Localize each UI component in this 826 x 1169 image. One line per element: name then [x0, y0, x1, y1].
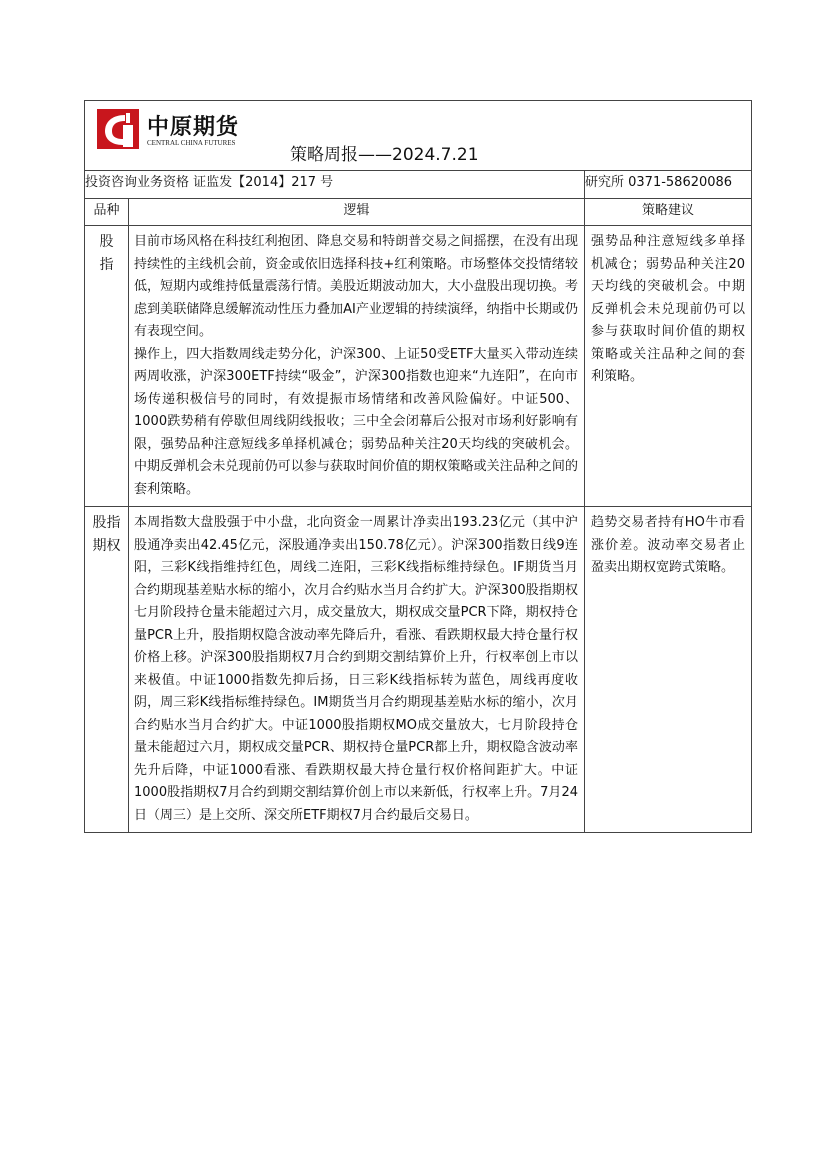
advice-text: 强势品种注意短线多单择机减仓；弱势品种关注20天均线的突破机会。中期反弹机会未兑现前仍可以参与获取时间价值的期权策略或关注品种之间的套利策略。 — [591, 234, 746, 384]
report-table — [84, 100, 752, 833]
logo-mark-icon — [97, 109, 139, 149]
advice-cell — [585, 507, 752, 833]
variety-name-line: 股 — [99, 234, 114, 250]
table-row — [85, 507, 752, 833]
logo-chinese-text: 中原期货 — [147, 114, 240, 140]
institute-contact: 研究所 0371-58620086 — [585, 171, 752, 199]
report-title: 策略周报——2024.7.21 — [290, 145, 479, 165]
variety-name-line: 股指 — [92, 515, 121, 531]
company-logo — [97, 109, 257, 151]
advice-cell — [585, 226, 752, 507]
variety-name-line: 指 — [99, 256, 114, 273]
report-header — [85, 101, 752, 171]
variety-name-line: 期权 — [92, 537, 121, 554]
logic-cell — [129, 507, 585, 833]
variety-cell — [85, 507, 129, 833]
strategy-report — [84, 100, 751, 833]
logic-paragraph: 操作上，四大指数周线走势分化，沪深300、上证50受ETF大量买入带动连续两周收涨，沪深300ETF持续“吸金”，沪深300指数也迎来“九连阳”，在向市场传递积极信号的同时，有效提振市场情绪和改善风险偏好。中证500、1000跌势稍有停歇但周线阴线报收；三中全会闭幕后公报对市场利好影响有限，强势品种注意短线多单择机减仓；弱势品种关注20天均线的突破机会。中期反弹机会未兑现前仍可以参与获取时间价值的期权策略或关注品种之间的套利策略。 — [134, 346, 578, 497]
qualification-text: 投资咨询业务资格 证监发【2014】217 号 — [85, 171, 585, 199]
logic-paragraph: 目前市场风格在科技红利抱团、降息交易和特朗普交易之间摇摆，在没有出现持续性的主线机会前，资金或依旧选择科技+红利策略。市场整体交投情绪较低，短期内或维持低量震荡行情。美股近期波动加大，大小盘股出现切换。考虑到美联储降息缓解流动性压力叠加AI产业逻辑的持续演绎，纳指中长期或仍有表现空间。 — [134, 234, 578, 339]
logic-paragraph: 本周指数大盘股强于中小盘，北向资金一周累计净卖出193.23亿元（其中沪股通净卖出42.45亿元，深股通净卖出150.78亿元）。沪深300指数日线9连阳，三彩K线指维持红色，周线二连阳，三彩K线指标维持绿色。IF期货当月合约期现基差贴水标的缩小，次月合约贴水当月合约扩大。沪深300股指期权七月阶段持仓量未能超过六月，成交量放大，期权成交量PCR下降，期权持仓量PCR上升，股指期权隐含波动率先降后升，看涨、看跌期权最大持仓量行权价格上移。沪深300股指期权7月合约到期交割结算价上升，行权率创上市以来极值。中证1000指数先抑后扬，日三彩K线指标转为蓝色，周线再度收阴，周三彩K线指标维持绿色。IM期货当月合约期现基差贴水标的缩小，次月合约贴水当月合约扩大。中证1000股指期权MO成交量放大，七月阶段持仓量未能超过六月，期权成交量PCR、期权持仓量PCR都上升，期权隐含波动率先升后降，中证1000看涨、看跌期权最大持仓量行权价格间距扩大。中证1000股指期权7月合约到期交割结算价创上市以来新低，行权率上升。7月24日（周三）是上交所、深交所ETF期权7月合约最后交易日。 — [134, 515, 578, 823]
column-header-logic: 逻辑 — [129, 199, 585, 226]
column-header-variety: 品种 — [85, 199, 129, 226]
advice-text: 趋势交易者持有HO牛市看涨价差。波动率交易者止盈卖出期权宽跨式策略。 — [591, 515, 746, 575]
column-header-advice: 策略建议 — [585, 199, 752, 226]
logic-cell — [129, 226, 585, 507]
table-row — [85, 226, 752, 507]
logo-english-text: CENTRAL CHINA FUTURES — [147, 139, 236, 147]
variety-cell — [85, 226, 129, 507]
